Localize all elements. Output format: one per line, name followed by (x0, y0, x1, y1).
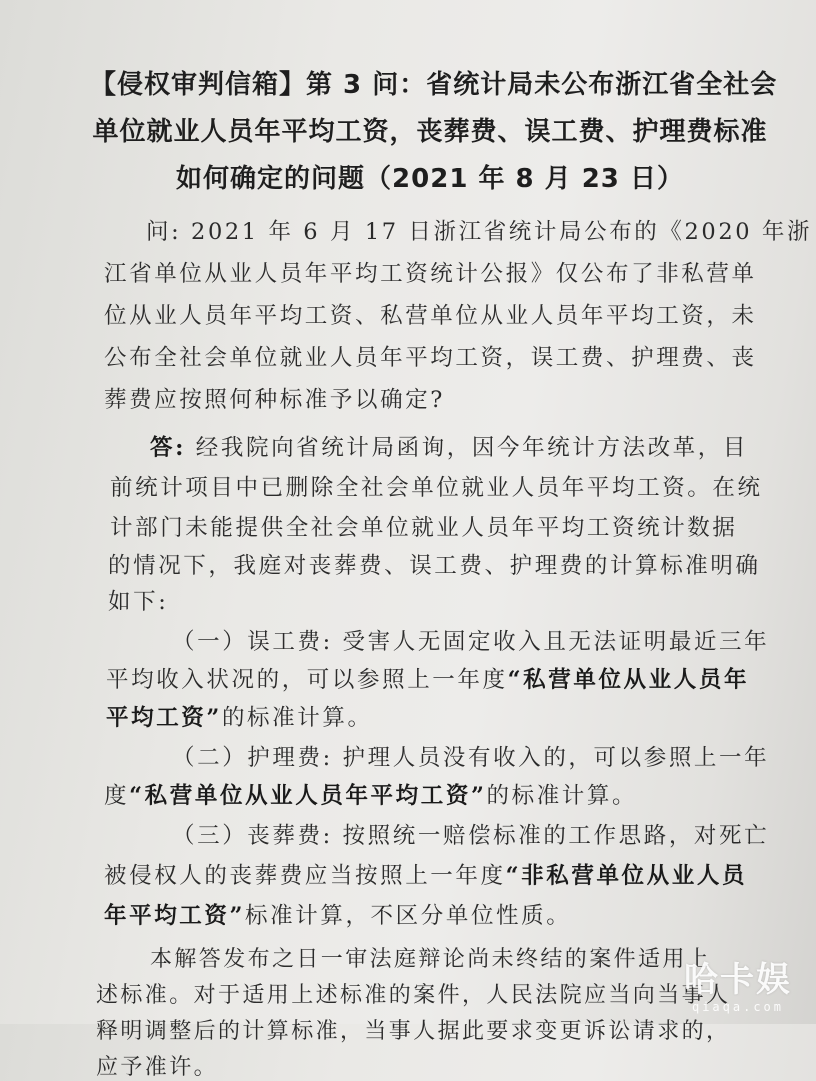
closing-line-4: 应予准许。 (96, 1055, 219, 1080)
question-line-5: 葬费应按照何种标准予以确定? (104, 387, 445, 413)
item1-line-2 (106, 662, 749, 694)
question-line-2: 江省单位从业人员年平均工资统计公报》仅公布了非私营单 (104, 261, 757, 287)
item1-line-1: （一）误工费: 受害人无固定收入且无法证明最近三年 (172, 629, 770, 655)
item3-standard-emphasis-end: 年平均工资” (104, 903, 246, 929)
item2-standard-emphasis: “私营单位从业人员年平均工资” (129, 783, 487, 809)
answer-line-2: 前统计项目中已删除全社会单位就业人员年平均工资。在统 (110, 475, 763, 501)
item1-line-3 (106, 700, 373, 732)
item1-standard-emphasis-end: 平均工资” (106, 705, 222, 731)
watermark-logo-text: 哈卡娱 (684, 960, 792, 1000)
item3-line-3-text: 标准计算，不区分单位性质。 (245, 903, 572, 929)
item2-line-2-suffix: 的标准计算。 (486, 783, 638, 809)
item3-line-2 (104, 858, 747, 890)
site-watermark (668, 960, 808, 1020)
watermark-domain: qiaqa.com (691, 1000, 785, 1014)
question-line-4: 公布全社会单位就业人员年平均工资，误工费、护理费、丧 (104, 345, 757, 371)
title-line-1: 【侵权审判信箱】第 3 问：省统计局未公布浙江省全社会 (90, 70, 778, 100)
item3-line-3 (104, 898, 571, 930)
question-line-1: 问: 2021 年 6 月 17 日浙江省统计局公布的《2020 年浙 (146, 219, 813, 245)
item1-line-2-text: 平均收入状况的，可以参照上一年度 (106, 667, 508, 693)
item3-standard-emphasis: “非私营单位从业人员 (505, 863, 748, 889)
answer-line-5: 如下: (108, 589, 169, 615)
title-line-2: 单位就业人员年平均工资，丧葬费、误工费、护理费标准 (92, 117, 768, 147)
closing-line-1: 本解答发布之日一审法庭辩论尚未终结的案件适用上 (150, 947, 712, 972)
answer-line-1-text: 经我院向省统计局函询，因今年统计方法改革，目 (186, 435, 748, 461)
document-title (90, 62, 778, 203)
item1-line-3-text: 的标准计算。 (221, 705, 373, 731)
answer-line-1 (150, 430, 748, 462)
item1-standard-emphasis: “私营单位从业人员年 (507, 667, 750, 693)
answer-line-3: 计部门未能提供全社会单位就业人员年平均工资统计数据 (110, 515, 738, 541)
answer-label: 答: (150, 435, 187, 461)
item2-line-2 (104, 778, 637, 810)
item3-line-2-text: 被侵权人的丧葬费应当按照上一年度 (104, 863, 506, 889)
item2-line-1: （二）护理费: 护理人员没有收入的，可以参照上一年 (172, 745, 770, 771)
closing-line-2: 述标准。对于适用上述标准的案件，人民法院应当向当事人 (96, 983, 731, 1008)
closing-line-3: 释明调整后的计算标准，当事人据此要求变更诉讼请求的， (96, 1019, 731, 1044)
item3-line-1: （三）丧葬费: 按照统一赔偿标准的工作思路，对死亡 (172, 823, 770, 849)
item2-line-2-prefix: 度 (104, 783, 130, 809)
question-line-3: 位从业人员年平均工资、私营单位从业人员年平均工资，未 (104, 303, 757, 329)
title-line-3: 如何确定的问题（2021 年 8 月 23 日） (176, 164, 684, 194)
answer-line-4: 的情况下，我庭对丧葬费、误工费、护理费的计算标准明确 (108, 553, 761, 579)
